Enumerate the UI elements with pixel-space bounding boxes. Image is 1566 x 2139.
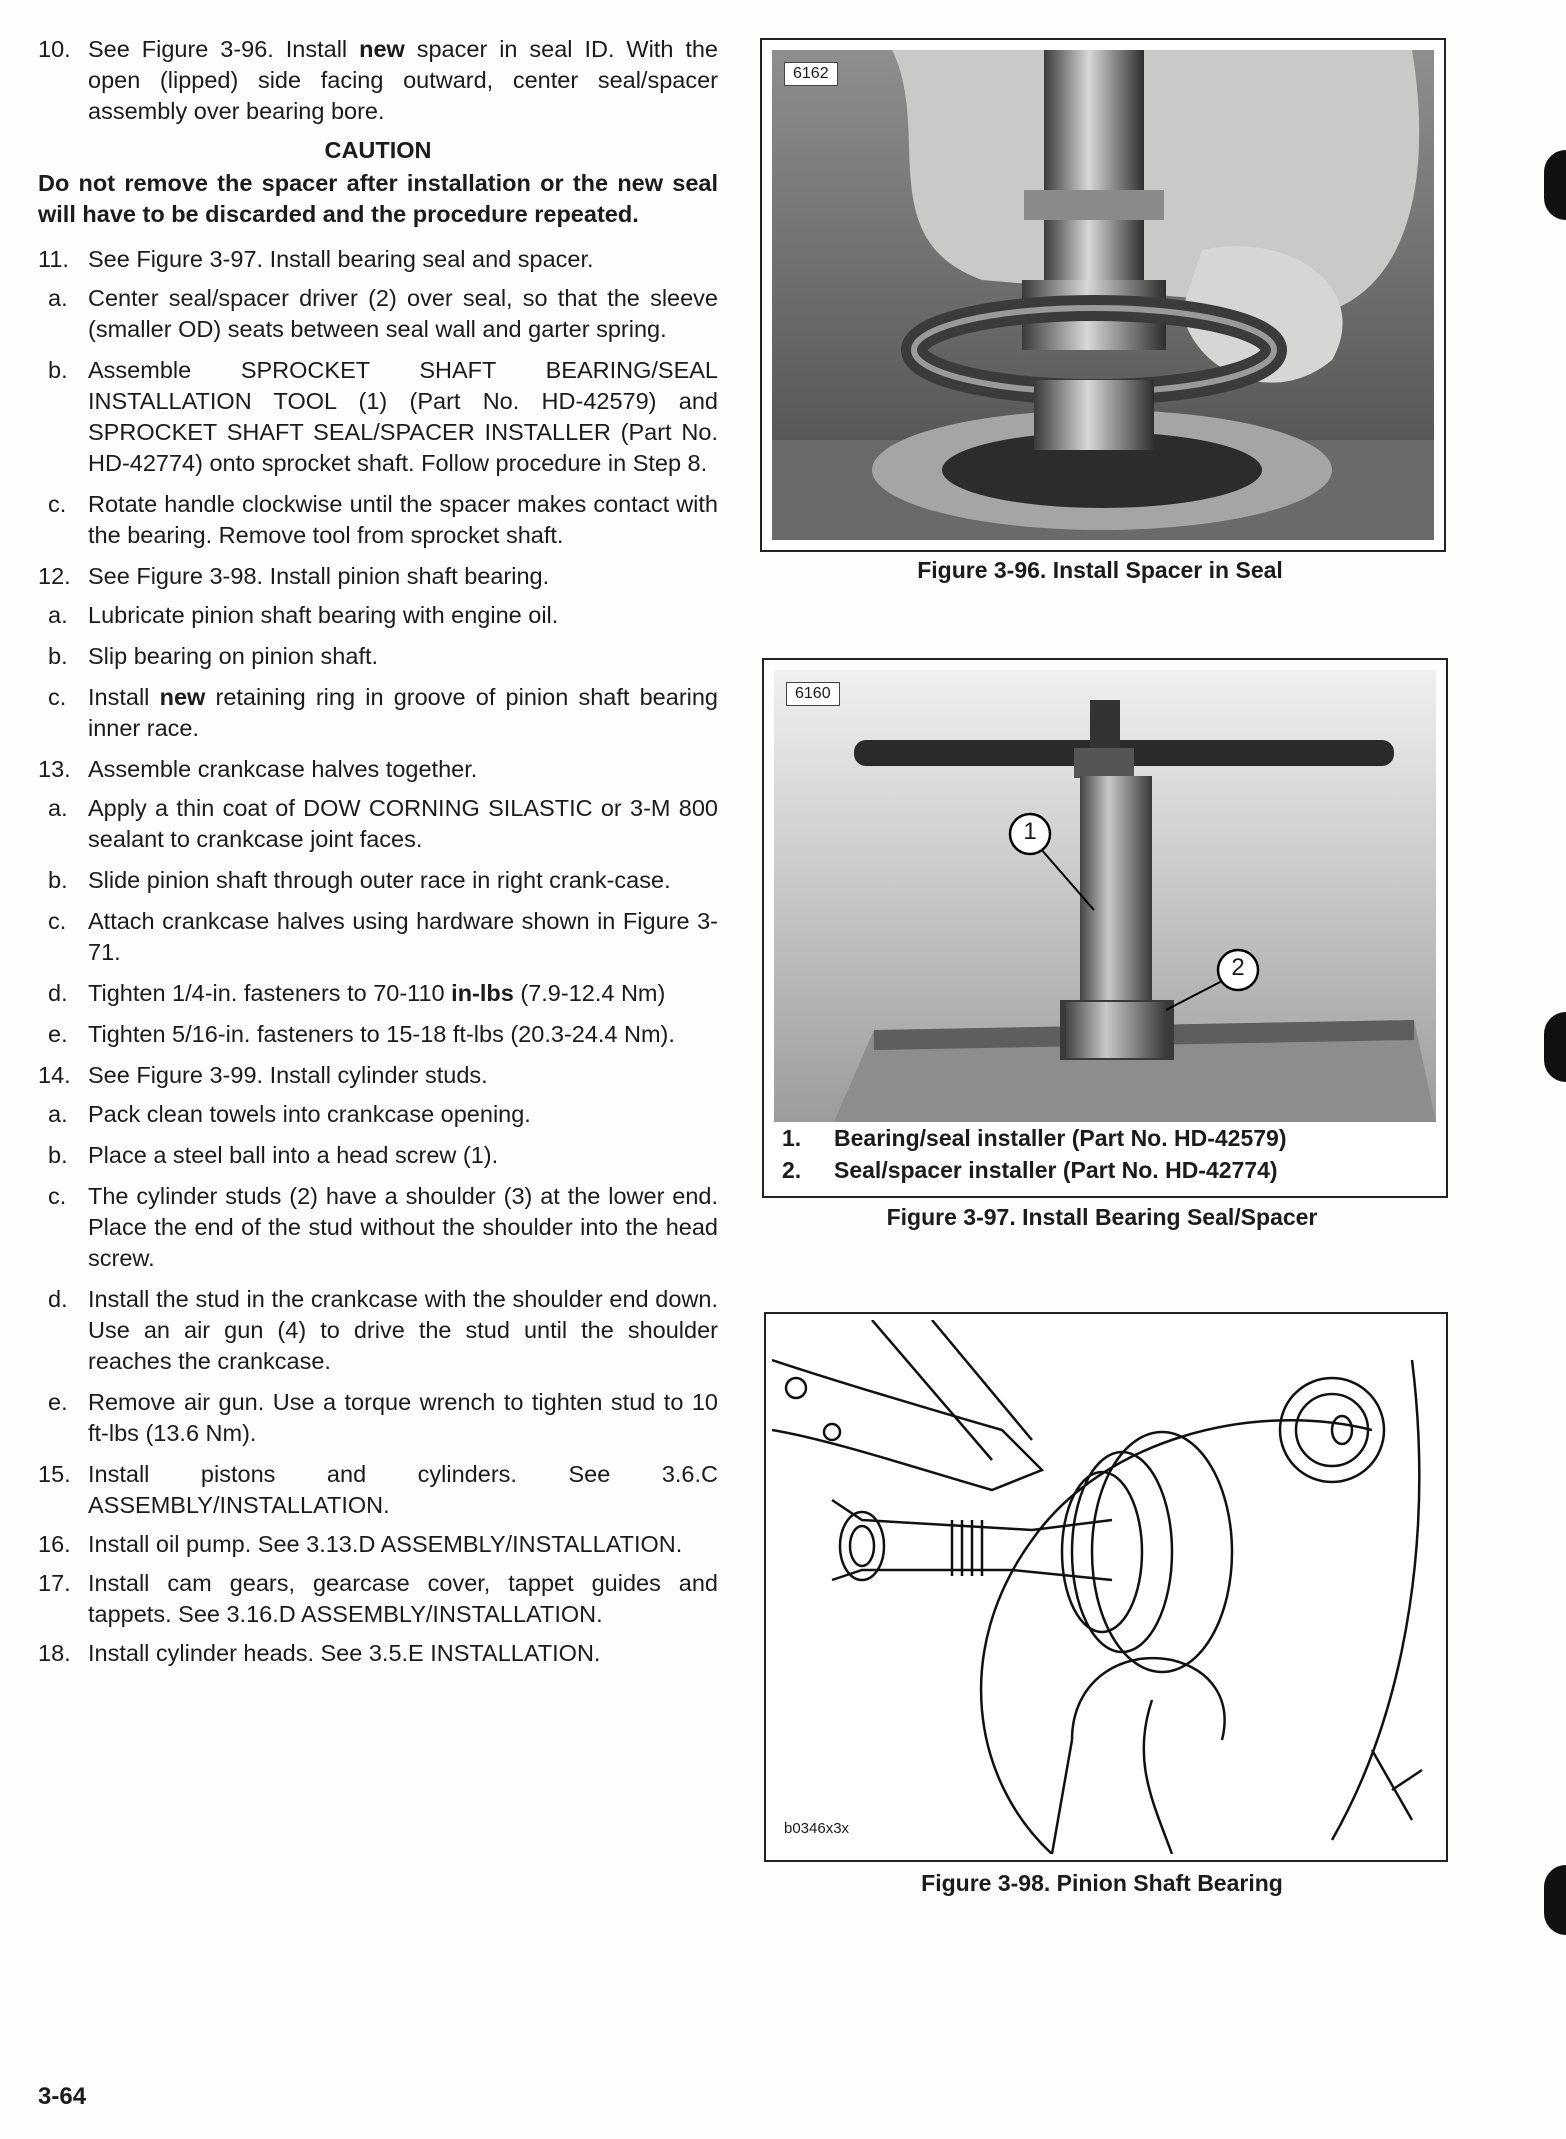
- caution-title: CAUTION: [324, 137, 432, 163]
- step-11-b: b. Assemble SPROCKET SHAFT BEARING/SEAL INSTALLATION TOOL (1) (Part No. HD-42579) and SPROCKET SHAFT SEAL/SPACER INSTALLER (Part No. HD-42774) onto sprocket shaft. Follow procedure in Step 8.: [48, 357, 718, 476]
- step-14-d: d. Install the stud in the crankcase with the shoulder end down. Use an air gun (4) to drive the stud until the shoulder reaches the crankcase.: [48, 1286, 718, 1374]
- figure-3-96: [760, 38, 1446, 552]
- step-14-a: a. Pack clean towels into crankcase opening.: [48, 1101, 531, 1127]
- step-13: 13. Assemble crankcase halves together.: [38, 756, 478, 782]
- step-16: 16. Install oil pump. See 3.13.D ASSEMBLY/INSTALLATION.: [38, 1531, 683, 1557]
- callout-2: 2: [1231, 954, 1245, 981]
- thumb-tab-mark: [1544, 150, 1566, 220]
- thumb-tab-mark: [1544, 1012, 1566, 1082]
- figure-tag: 6162: [784, 62, 838, 86]
- page-number: 3-64: [38, 2083, 87, 2110]
- legend-item-2: 2. Seal/spacer installer (Part No. HD-42774): [782, 1157, 1278, 1183]
- step-12-a: a. Lubricate pinion shaft bearing with engine oil.: [48, 602, 559, 628]
- legend-item-1: 1. Bearing/seal installer (Part No. HD-42579): [782, 1125, 1287, 1151]
- step-17: 17. Install cam gears, gearcase cover, tappet guides and tappets. See 3.16.D ASSEMBLY/INSTALLATION.: [38, 1570, 718, 1627]
- figure-tag: 6160: [786, 682, 840, 706]
- step-13-b: b. Slide pinion shaft through outer race in right crank-case.: [48, 867, 671, 893]
- figure-3-98: [764, 1312, 1448, 1862]
- instruction-column: [38, 34, 718, 1677]
- step-11: 11. See Figure 3-97. Install bearing seal and spacer.: [38, 246, 594, 272]
- step-12: 12. See Figure 3-98. Install pinion shaft bearing.: [38, 563, 550, 589]
- caution-box: [38, 135, 718, 230]
- step-14-c: c. The cylinder studs (2) have a shoulder (3) at the lower end. Place the end of the stud without the shoulder into the head screw.: [48, 1183, 718, 1271]
- step-13-d: d. Tighten 1/4-in. fasteners to 70-110 in-lbs (7.9-12.4 Nm): [48, 980, 666, 1006]
- bearing-installer-photo: [774, 670, 1436, 1122]
- step-14-e: e. Remove air gun. Use a torque wrench to tighten stud to 10 ft-lbs (13.6 Nm).: [48, 1389, 718, 1446]
- spacer-seal-photo: [772, 50, 1434, 540]
- figure-3-97-legend: [782, 1122, 1287, 1186]
- figure-3-98-caption: Figure 3-98. Pinion Shaft Bearing: [921, 1870, 1283, 1896]
- step-13-e: e. Tighten 5/16-in. fasteners to 15-18 ft-lbs (20.3-24.4 Nm).: [48, 1021, 675, 1047]
- step-13-c: c. Attach crankcase halves using hardware shown in Figure 3-71.: [48, 908, 718, 965]
- step-18: 18. Install cylinder heads. See 3.5.E INSTALLATION.: [38, 1640, 601, 1666]
- step-11-c: c. Rotate handle clockwise until the spacer makes contact with the bearing. Remove tool from sprocket shaft.: [48, 491, 718, 548]
- figure-tag-text: b0346x3x: [784, 1820, 850, 1837]
- figure-3-97: [762, 658, 1448, 1198]
- step-13-a: a. Apply a thin coat of DOW CORNING SILASTIC or 3-M 800 sealant to crankcase joint faces.: [48, 795, 718, 852]
- step-10: 10. See Figure 3-96. Install new spacer in seal ID. With the open (lipped) side facing outward, center seal/spacer assembly over bearing bore.: [38, 36, 719, 124]
- caution-text: Do not remove the spacer after installation or the new seal will have to be discarded and the procedure repeated.: [38, 170, 718, 227]
- step-15: 15. Install pistons and cylinders. See 3.6.C ASSEMBLY/INSTALLATION.: [38, 1461, 718, 1518]
- pinion-shaft-drawing: [772, 1320, 1440, 1854]
- step-11-a: a. Center seal/spacer driver (2) over seal, so that the sleeve (smaller OD) seats between seal wall and garter spring.: [48, 285, 718, 342]
- figure-3-97-caption: Figure 3-97. Install Bearing Seal/Spacer: [886, 1204, 1318, 1230]
- thumb-tab-mark: [1544, 1865, 1566, 1935]
- step-14: 14. See Figure 3-99. Install cylinder studs.: [38, 1062, 488, 1088]
- step-12-c: c. Install new retaining ring in groove of pinion shaft bearing inner race.: [48, 684, 718, 741]
- callout-1: 1: [1023, 818, 1037, 845]
- step-12-b: b. Slip bearing on pinion shaft.: [48, 643, 379, 669]
- step-14-b: b. Place a steel ball into a head screw (1).: [48, 1142, 499, 1168]
- figure-3-96-caption: Figure 3-96. Install Spacer in Seal: [917, 557, 1283, 583]
